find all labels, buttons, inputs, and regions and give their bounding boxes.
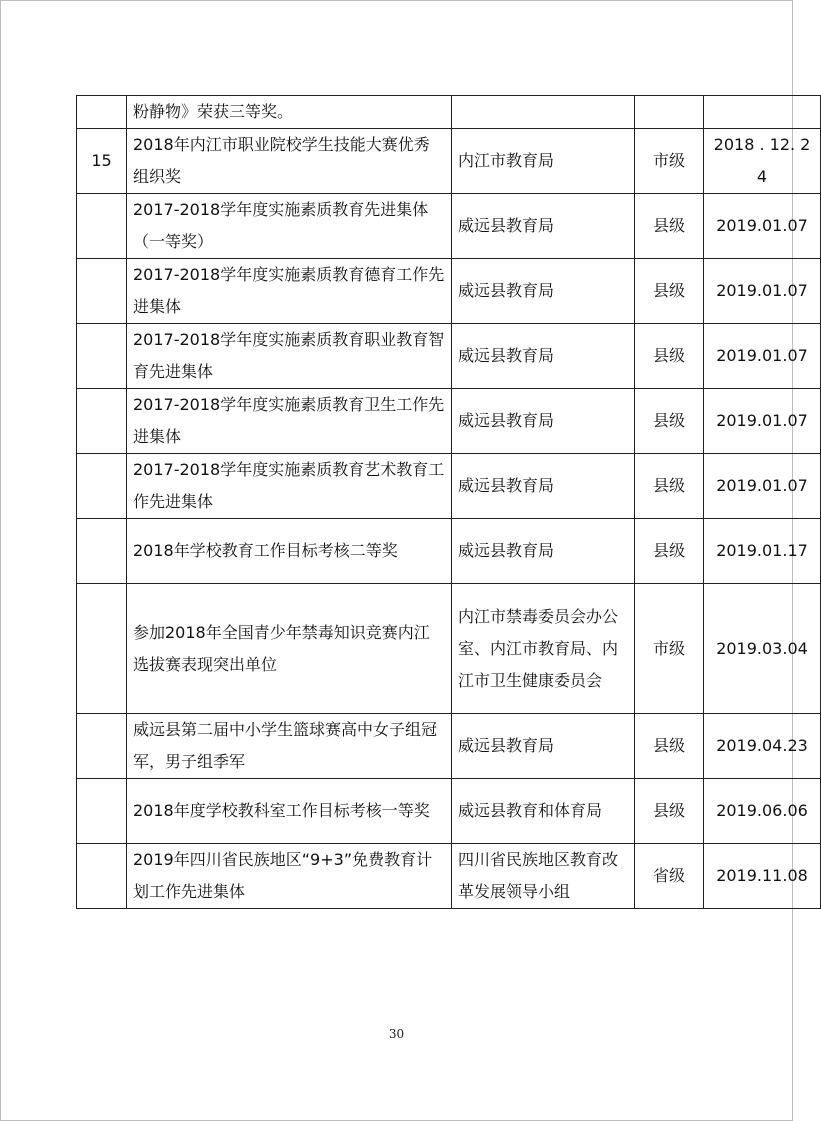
issuing-authority: 内江市教育局 bbox=[452, 129, 635, 194]
award-date: 2019.06.06 bbox=[704, 779, 821, 844]
award-name: 2017-2018学年度实施素质教育德育工作先进集体 bbox=[127, 259, 452, 324]
award-level: 县级 bbox=[635, 194, 704, 259]
award-level bbox=[635, 96, 704, 129]
award-date: 2019.01.07 bbox=[704, 194, 821, 259]
award-level: 市级 bbox=[635, 129, 704, 194]
award-name: 2019年四川省民族地区“9+3”免费教育计划工作先进集体 bbox=[127, 844, 452, 909]
award-name: 2017-2018学年度实施素质教育卫生工作先进集体 bbox=[127, 389, 452, 454]
issuing-authority: 威远县教育和体育局 bbox=[452, 779, 635, 844]
award-date: 2019.01.17 bbox=[704, 519, 821, 584]
row-number bbox=[77, 779, 127, 844]
award-level: 县级 bbox=[635, 519, 704, 584]
award-level: 县级 bbox=[635, 454, 704, 519]
award-name: 2017-2018学年度实施素质教育先进集体（一等奖） bbox=[127, 194, 452, 259]
issuing-authority: 四川省民族地区教育改革发展领导小组 bbox=[452, 844, 635, 909]
row-number bbox=[77, 324, 127, 389]
issuing-authority bbox=[452, 96, 635, 129]
award-date: 2019.01.07 bbox=[704, 259, 821, 324]
issuing-authority: 威远县教育局 bbox=[452, 259, 635, 324]
awards-table bbox=[76, 95, 821, 909]
table-row bbox=[77, 129, 821, 194]
award-date: 2019.11.08 bbox=[704, 844, 821, 909]
row-number bbox=[77, 259, 127, 324]
row-number: 15 bbox=[77, 129, 127, 194]
award-date: 2019.01.07 bbox=[704, 389, 821, 454]
award-name: 威远县第二届中小学生篮球赛高中女子组冠军，男子组季军 bbox=[127, 714, 452, 779]
award-level: 市级 bbox=[635, 584, 704, 714]
table-row bbox=[77, 844, 821, 909]
table-row bbox=[77, 779, 821, 844]
award-name: 2017-2018学年度实施素质教育艺术教育工作先进集体 bbox=[127, 454, 452, 519]
award-name: 2017-2018学年度实施素质教育职业教育智育先进集体 bbox=[127, 324, 452, 389]
row-number bbox=[77, 584, 127, 714]
award-level: 县级 bbox=[635, 324, 704, 389]
award-date: 2019.04.23 bbox=[704, 714, 821, 779]
award-name: 2018年度学校教科室工作目标考核一等奖 bbox=[127, 779, 452, 844]
issuing-authority: 威远县教育局 bbox=[452, 324, 635, 389]
award-date: 2018 . 12. 24 bbox=[704, 129, 821, 194]
issuing-authority: 威远县教育局 bbox=[452, 519, 635, 584]
table-row bbox=[77, 454, 821, 519]
award-name: 2018年内江市职业院校学生技能大赛优秀组织奖 bbox=[127, 129, 452, 194]
award-level: 县级 bbox=[635, 714, 704, 779]
table-row bbox=[77, 519, 821, 584]
table-row bbox=[77, 714, 821, 779]
award-level: 县级 bbox=[635, 389, 704, 454]
award-date bbox=[704, 96, 821, 129]
table-row bbox=[77, 584, 821, 714]
table-row bbox=[77, 96, 821, 129]
award-name: 2018年学校教育工作目标考核二等奖 bbox=[127, 519, 452, 584]
row-number bbox=[77, 389, 127, 454]
row-number bbox=[77, 454, 127, 519]
issuing-authority: 威远县教育局 bbox=[452, 454, 635, 519]
row-number bbox=[77, 96, 127, 129]
award-level: 县级 bbox=[635, 259, 704, 324]
page-number: 30 bbox=[388, 1027, 405, 1041]
issuing-authority: 威远县教育局 bbox=[452, 714, 635, 779]
table-row bbox=[77, 259, 821, 324]
issuing-authority: 威远县教育局 bbox=[452, 194, 635, 259]
issuing-authority: 内江市禁毒委员会办公室、内江市教育局、内江市卫生健康委员会 bbox=[452, 584, 635, 714]
award-date: 2019.03.04 bbox=[704, 584, 821, 714]
award-name: 参加2018年全国青少年禁毒知识竞赛内江选拔赛表现突出单位 bbox=[127, 584, 452, 714]
row-number bbox=[77, 844, 127, 909]
table-row bbox=[77, 389, 821, 454]
issuing-authority: 威远县教育局 bbox=[452, 389, 635, 454]
award-name: 粉静物》荣获三等奖。 bbox=[127, 96, 452, 129]
row-number bbox=[77, 519, 127, 584]
award-level: 县级 bbox=[635, 779, 704, 844]
award-date: 2019.01.07 bbox=[704, 324, 821, 389]
award-date: 2019.01.07 bbox=[704, 454, 821, 519]
row-number bbox=[77, 194, 127, 259]
table-row bbox=[77, 194, 821, 259]
award-level: 省级 bbox=[635, 844, 704, 909]
row-number bbox=[77, 714, 127, 779]
table-row bbox=[77, 324, 821, 389]
